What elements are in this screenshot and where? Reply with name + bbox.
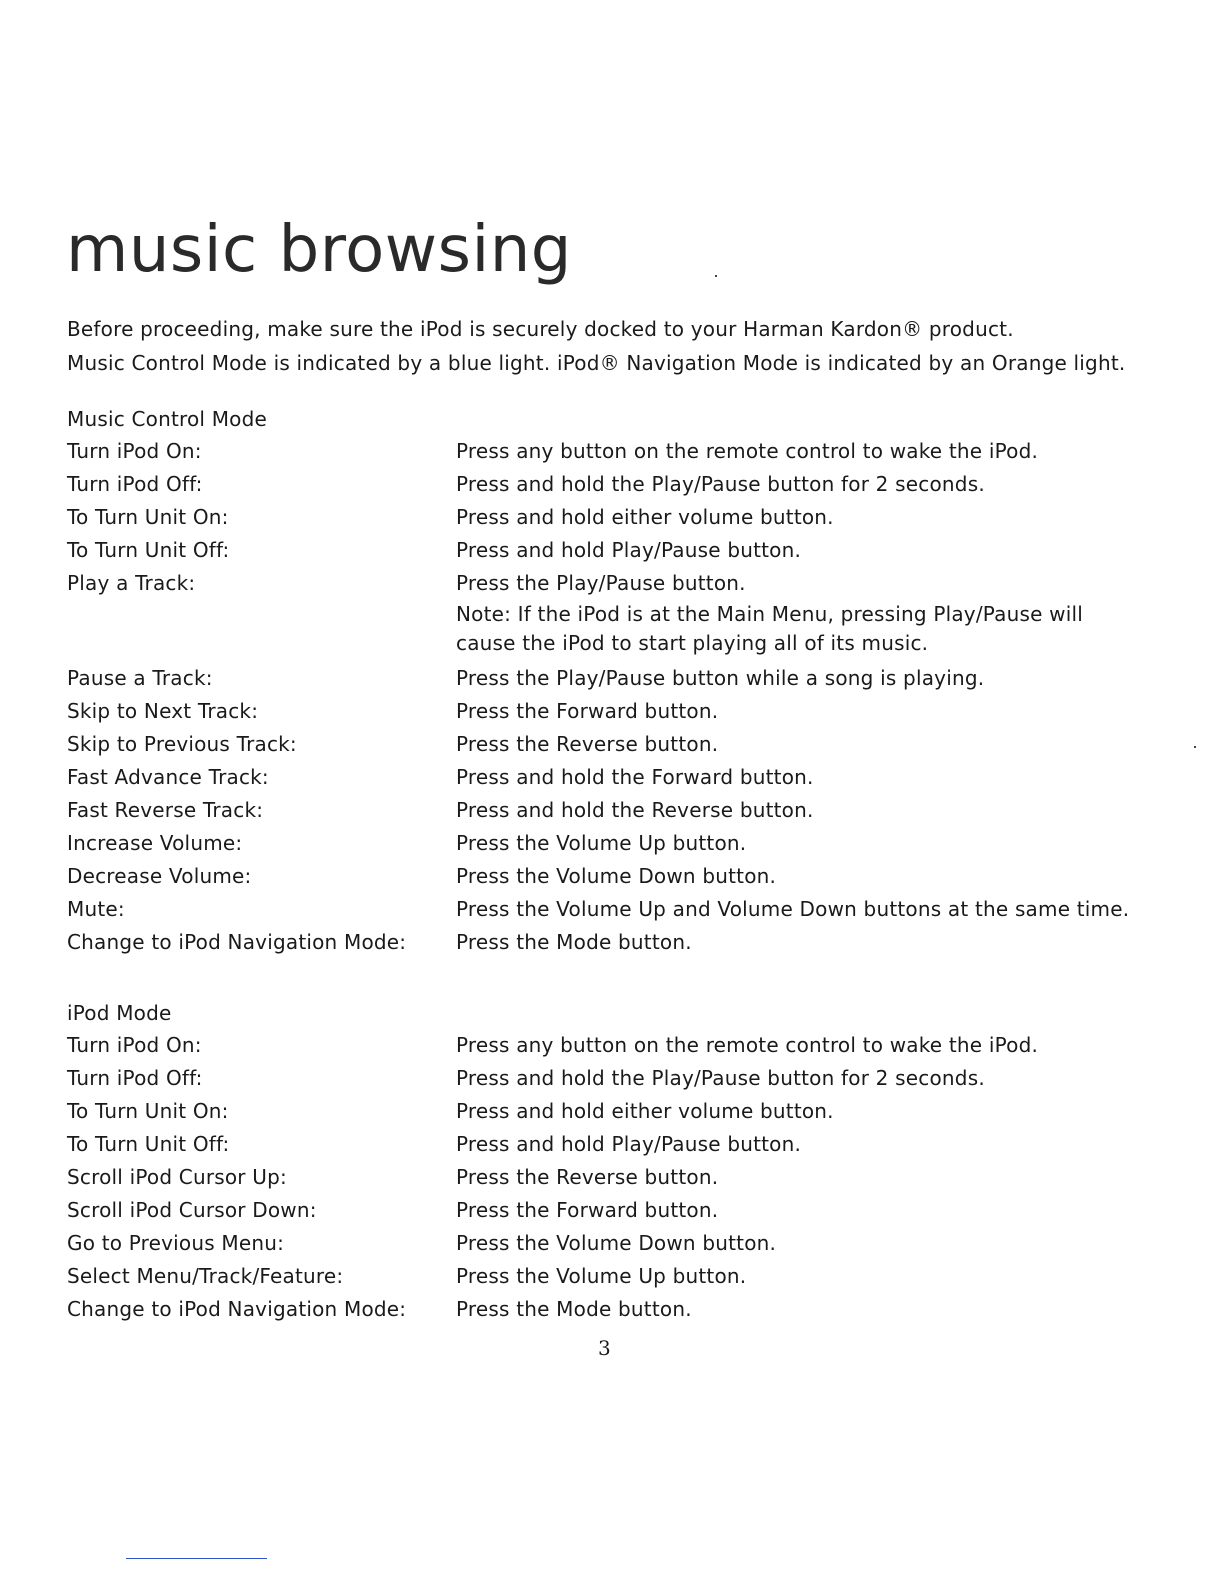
action-label: Fast Advance Track: [67,765,269,789]
action-description: Press and hold the Reverse button. [456,798,814,822]
action-label: To Turn Unit On: [67,505,229,529]
instruction-row [67,534,1167,567]
action-label: Skip to Previous Track: [67,732,297,756]
instruction-row [67,695,1167,728]
action-label: Turn iPod On: [67,439,202,463]
action-label: Turn iPod On: [67,1033,202,1057]
action-description: Press the Reverse button. [456,1165,719,1189]
action-description: Press the Play/Pause button. [456,571,746,595]
instruction-row [67,1260,1167,1293]
action-label: To Turn Unit Off: [67,538,230,562]
instruction-row-note [67,600,1167,662]
instruction-row [67,1062,1167,1095]
action-description: Press the Forward button. [456,1198,719,1222]
instruction-row [67,761,1167,794]
action-description: Press the Reverse button. [456,732,719,756]
instruction-row [67,501,1167,534]
intro-paragraph [67,312,1167,380]
action-label: Select Menu/Track/Feature: [67,1264,344,1288]
action-description: Press the Mode button. [456,1297,692,1321]
action-label: Fast Reverse Track: [67,798,264,822]
music-control-section [67,403,1167,959]
action-description: Press the Volume Up button. [456,1264,747,1288]
action-description: Press any button on the remote control to wake the iPod. [456,1033,1039,1057]
action-label: Increase Volume: [67,831,243,855]
action-description: Press the Mode button. [456,930,692,954]
action-label: Scroll iPod Cursor Up: [67,1165,287,1189]
section-heading-ipod-mode: iPod Mode [67,1001,172,1025]
action-label: Pause a Track: [67,666,213,690]
instruction-row [67,435,1167,468]
instruction-row [67,728,1167,761]
instruction-row [67,1128,1167,1161]
action-description: Press and hold the Play/Pause button for 2 seconds. [456,472,985,496]
action-label: Decrease Volume: [67,864,252,888]
action-label: To Turn Unit On: [67,1099,229,1123]
action-label: Turn iPod Off: [67,1066,203,1090]
action-description: Press the Volume Up button. [456,831,747,855]
page-title: music browsing [66,213,572,287]
instruction-row [67,1293,1167,1326]
intro-line-docking: Before proceeding, make sure the iPod is securely docked to your Harman Kardon® product. [67,317,1014,341]
instruction-row [67,1227,1167,1260]
action-description: Press and hold the Forward button. [456,765,814,789]
ipod-mode-section [67,997,1167,1326]
action-label: Turn iPod Off: [67,472,203,496]
action-description: Press any button on the remote control to wake the iPod. [456,439,1039,463]
instruction-row [67,468,1167,501]
instruction-row [67,926,1167,959]
action-label: Skip to Next Track: [67,699,259,723]
action-label: Go to Previous Menu: [67,1231,285,1255]
action-description: Press and hold the Play/Pause button for 2 seconds. [456,1066,985,1090]
instruction-row [67,860,1167,893]
instruction-row [67,794,1167,827]
action-label: Scroll iPod Cursor Down: [67,1198,317,1222]
intro-line-lights: Music Control Mode is indicated by a blue light. iPod® Navigation Mode is indicated by an Orange light. [67,351,1126,375]
action-label: Play a Track: [67,571,196,595]
instruction-row [67,893,1167,926]
action-label: Change to iPod Navigation Mode: [67,1297,407,1321]
section-heading-music-control: Music Control Mode [67,407,268,431]
note-text [456,600,1167,662]
action-description: Press the Play/Pause button while a song is playing. [456,666,985,690]
action-label: To Turn Unit Off: [67,1132,230,1156]
instruction-row [67,1161,1167,1194]
action-description: Press the Volume Down button. [456,864,777,888]
instruction-row [67,827,1167,860]
instruction-row [67,1095,1167,1128]
instruction-row [67,662,1167,695]
action-description: Press and hold Play/Pause button. [456,1132,802,1156]
instruction-row [67,1029,1167,1062]
note-line: Note: If the iPod is at the Main Menu, pressing Play/Pause will [456,602,1083,626]
instruction-row [67,1194,1167,1227]
action-description: Press the Forward button. [456,699,719,723]
action-description: Press the Volume Up and Volume Down buttons at the same time. [456,897,1130,921]
scan-speck [715,275,717,277]
action-description: Press and hold either volume button. [456,1099,834,1123]
action-description: Press the Volume Down button. [456,1231,777,1255]
footer-rule [126,1558,267,1559]
scan-speck [1194,746,1196,748]
action-description: Press and hold Play/Pause button. [456,538,802,562]
action-label: Change to iPod Navigation Mode: [67,930,407,954]
note-line: cause the iPod to start playing all of its music. [456,631,929,655]
instruction-row [67,567,1167,600]
page-number: 3 [598,1336,611,1360]
action-label: Mute: [67,897,125,921]
action-description: Press and hold either volume button. [456,505,834,529]
